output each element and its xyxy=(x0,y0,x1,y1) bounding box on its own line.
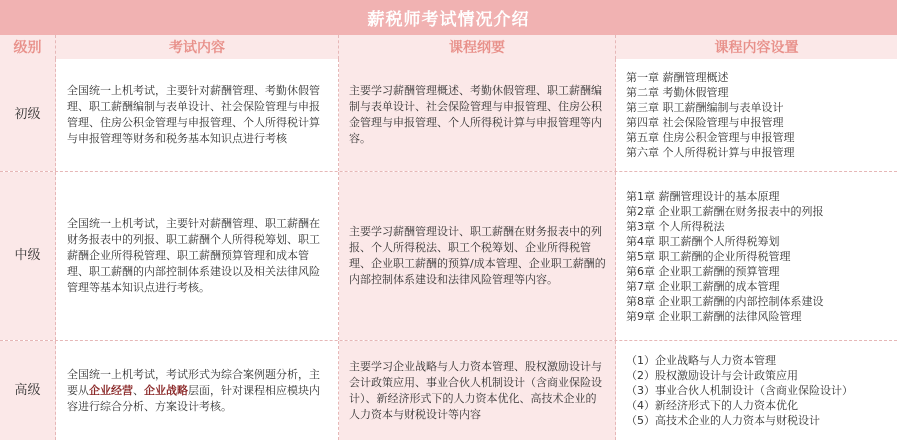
table-row xyxy=(0,59,897,171)
table-title: 薪税师考试情况介绍 xyxy=(0,0,897,35)
chapter-item: 第1章 薪酬管理设计的基本原理 xyxy=(626,189,780,203)
chapter-item: 第7章 企业职工薪酬的成本管理 xyxy=(626,279,780,293)
exam-content-cell xyxy=(56,341,339,440)
chapter-item: 第三章 职工薪酬编制与表单设计 xyxy=(626,101,784,114)
chapter-item: 第六章 个人所得税计算与申报管理 xyxy=(626,146,795,159)
exam-content-text: 全国统一上机考试，主要针对薪酬管理、考勤休假管理、职工薪酬编制与表单设计、社会保险管理与申报管理、住房公积金管理与申报管理、个人所得税计算与申报管理等财务和税务基本知识点进行考核 xyxy=(67,84,320,145)
course-outline-cell xyxy=(339,341,616,440)
chapter-item: 第2章 企业职工薪酬在财务报表中的列报 xyxy=(626,204,824,218)
chapter-item: 第四章 社会保险管理与申报管理 xyxy=(626,116,784,129)
course-settings-cell xyxy=(616,59,897,171)
course-settings-cell xyxy=(616,172,897,340)
level-cell: 中级 xyxy=(0,172,56,340)
exam-content-cell xyxy=(56,59,339,171)
course-outline-text: 主要学习企业战略与人力资本管理、股权激励设计与会计政策应用、事业合伙人机制设计（含商业保险设计）、新经济形式下的人力资本优化、高技术企业的人力资本与财税设计等内容 xyxy=(349,359,602,421)
header-course-outline: 课程纲要 xyxy=(339,35,616,59)
chapter-list xyxy=(626,189,824,324)
table-row xyxy=(0,341,897,440)
exam-content-text xyxy=(67,367,330,415)
chapter-item: 第6章 企业职工薪酬的预算管理 xyxy=(626,264,780,278)
exam-text-part: 层面，针对课程相应模块内容进行综合分析、方案设计考核。 xyxy=(67,383,320,413)
chapter-item: 第3章 个人所得税法 xyxy=(626,219,725,233)
chapter-item: （4）新经济形式下的人力资本优化 xyxy=(626,399,798,412)
level-cell: 高级 xyxy=(0,341,56,440)
chapter-item: 第5章 职工薪酬的企业所得税管理 xyxy=(626,249,791,263)
exam-text-part: 、 xyxy=(133,383,144,397)
table-row xyxy=(0,172,897,340)
course-outline-cell xyxy=(339,172,616,340)
header-course-settings: 课程内容设置 xyxy=(616,35,897,59)
chapter-item: （5）高技术企业的人力资本与财税设计 xyxy=(626,414,820,427)
chapter-item: 第五章 住房公积金管理与申报管理 xyxy=(626,131,795,144)
highlight-business-operation: 企业经营 xyxy=(89,383,133,397)
chapter-item: 第二章 考勤休假管理 xyxy=(626,86,729,99)
chapter-item: （1）企业战略与人力资本管理 xyxy=(626,354,776,367)
chapter-item: （3）事业合伙人机制设计（含商业保险设计） xyxy=(626,384,853,397)
course-settings-cell xyxy=(616,341,897,440)
chapter-item: 第4章 职工薪酬个人所得税筹划 xyxy=(626,234,780,248)
exam-content-text: 全国统一上机考试，主要针对薪酬管理、职工薪酬在财务报表中的列报、职工薪酬个人所得税筹划、职工薪酬企业所得税管理、职工薪酬预算管理和成本管理、职工薪酬的内部控制体系建设以及相关法律风险管理等基本知识点进行考核。 xyxy=(67,217,320,294)
course-outline-text: 主要学习薪酬管理概述、考勤休假管理、职工薪酬编制与表单设计、社会保险管理与申报管理、住房公积金管理与申报管理、个人所得税计算与申报管理等内容。 xyxy=(349,84,602,145)
header-level: 级别 xyxy=(0,35,56,59)
chapter-list xyxy=(626,353,853,428)
chapter-list xyxy=(626,70,795,160)
header-exam-content: 考试内容 xyxy=(56,35,339,59)
chapter-item: 第一章 薪酬管理概述 xyxy=(626,71,729,84)
chapter-item: 第9章 企业职工薪酬的法律风险管理 xyxy=(626,309,802,323)
course-outline-cell xyxy=(339,59,616,171)
exam-text-part: 全国统一上机考试，考试形式为综合案例题分析，主要从 xyxy=(67,367,320,397)
level-cell: 初级 xyxy=(0,59,56,171)
exam-content-cell xyxy=(56,172,339,340)
highlight-business-strategy: 企业战略 xyxy=(144,383,188,397)
chapter-item: （2）股权激励设计与会计政策应用 xyxy=(626,369,798,382)
chapter-item: 第8章 企业职工薪酬的内部控制体系建设 xyxy=(626,294,824,308)
course-outline-text: 主要学习薪酬管理设计、职工薪酬在财务报表中的列报、个人所得税法、职工个税筹划、企业所得税管理、企业职工薪酬的预算/成本管理、企业职工薪酬的内部控制体系建设和法律风险管理等内容。 xyxy=(349,225,606,286)
